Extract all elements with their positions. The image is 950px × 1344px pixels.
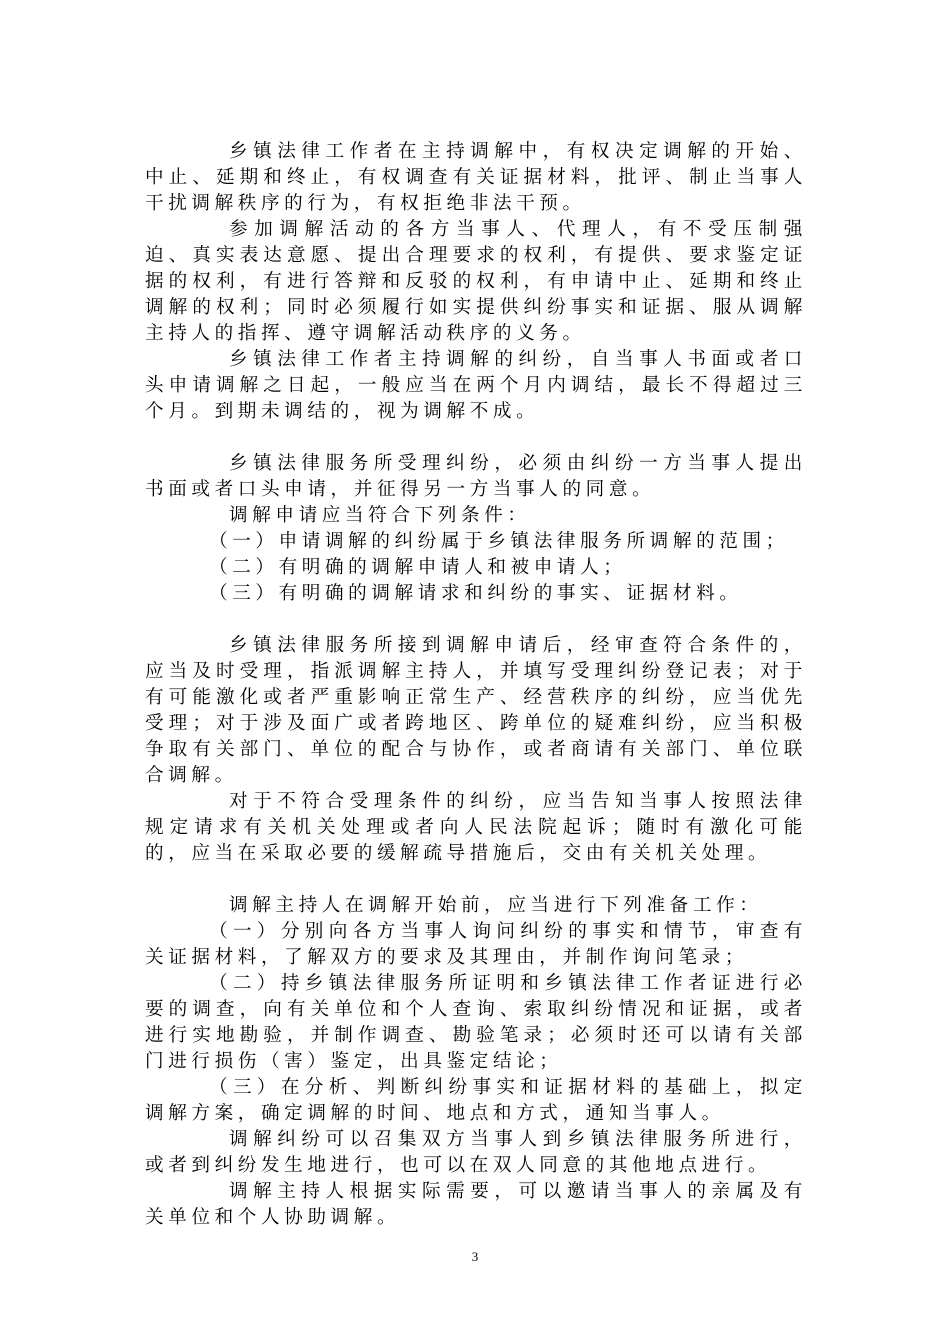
list-item-condition-2: （二）有明确的调解申请人和被申请人； <box>209 557 627 578</box>
paragraph-application-conditions: 调解申请应当符合下列条件： <box>229 505 531 526</box>
paragraph-mediation-deadline: 乡镇法律工作者主持调解的纠纷，自当事人书面或者口头申请调解之日起，一般应当在两个月内调结，最长不得超过三个月。到期未调结的，视为调解不成。 <box>145 349 807 422</box>
paragraph-after-application: 乡镇法律服务所接到调解申请后，经审查符合条件的，应当及时受理，指派调解主持人，并填写受理纠纷登记表；对于有可能激化或者严重影响正常生产、经营秩序的纠纷，应当优先受理；对于涉及面广或者跨地区、跨单位的疑难纠纷，应当积极争取有关部门、单位的配合与协作，或者商请有关部门、单位联合调解。 <box>145 635 807 786</box>
paragraph-preparation: 调解主持人在调解开始前，应当进行下列准备工作： <box>229 895 763 916</box>
section-gap <box>145 867 807 893</box>
section-gap <box>145 425 807 451</box>
list-item-preparation-1: （一）分别向各方当事人询问纠纷的事实和情节，审查有关证据材料，了解双方的要求及其理由，并制作询问笔录； <box>145 921 807 968</box>
document-body <box>145 139 807 1231</box>
page-number: 3 <box>471 1249 479 1264</box>
list-item-condition-3: （三）有明确的调解请求和纠纷的事实、证据材料。 <box>209 583 743 604</box>
paragraph-acceptance: 乡镇法律服务所受理纠纷，必须由纠纷一方当事人提出书面或者口头申请，并征得另一方当事人的同意。 <box>145 453 807 500</box>
list-item-condition-1: （一）申请调解的纠纷属于乡镇法律服务所调解的范围； <box>209 531 789 552</box>
section-gap <box>145 607 807 633</box>
paragraph-assistance: 调解主持人根据实际需要，可以邀请当事人的亲属及有关单位和个人协助调解。 <box>145 1181 807 1228</box>
paragraph-location: 调解纠纷可以召集双方当事人到乡镇法律服务所进行，或者到纠纷发生地进行，也可以在双人同意的其他地点进行。 <box>145 1129 807 1176</box>
list-item-preparation-2: （二）持乡镇法律服务所证明和乡镇法律工作者证进行必要的调查，向有关单位和个人查询、索取纠纷情况和证据，或者进行实地勘验，并制作调查、勘验笔录；必须时还可以请有关部门进行损伤（害）鉴定，出具鉴定结论； <box>145 973 807 1072</box>
paragraph-mediator-powers: 乡镇法律工作者在主持调解中，有权决定调解的开始、中止、延期和终止，有权调查有关证据材料，批评、制止当事人干扰调解秩序的行为，有权拒绝非法干预。 <box>145 141 807 214</box>
list-item-preparation-3: （三）在分析、判断纠纷事实和证据材料的基础上，拟定调解方案，确定调解的时间、地点和方式，通知当事人。 <box>145 1077 807 1124</box>
paragraph-non-qualifying: 对于不符合受理条件的纠纷，应当告知当事人按照法律规定请求有关机关处理或者向人民法院起诉；随时有激化可能的，应当在采取必要的缓解疏导措施后，交由有关机关处理。 <box>145 791 807 864</box>
paragraph-party-rights: 参加调解活动的各方当事人、代理人，有不受压制强迫、真实表达意愿、提出合理要求的权利，有提供、要求鉴定证据的权利，有进行答辩和反驳的权利，有申请中止、延期和终止调解的权利；同时必须履行如实提供纠纷事实和证据、服从调解主持人的指挥、遵守调解活动秩序的义务。 <box>145 219 807 344</box>
